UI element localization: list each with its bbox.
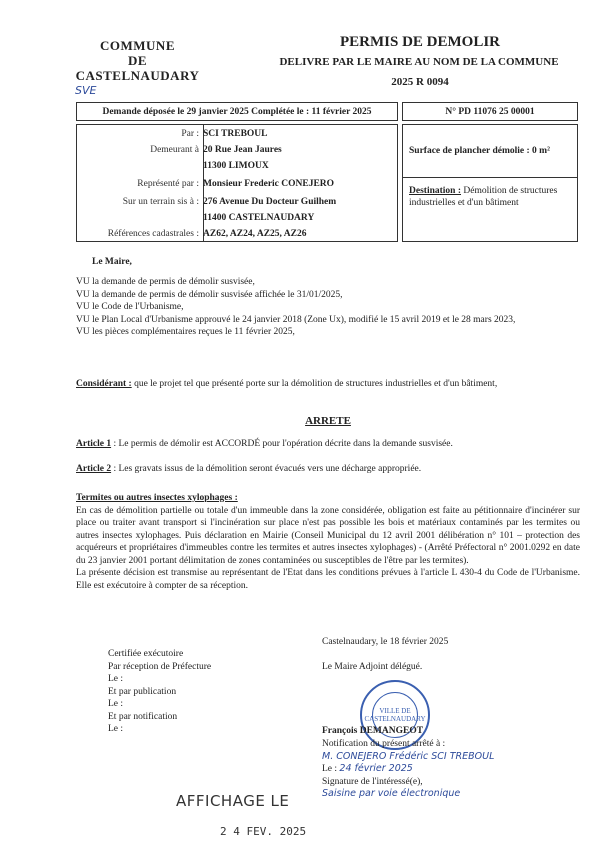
notification-label: Notification du présent arrêté à : [322,739,446,749]
info-value: SCI TREBOUL [203,129,268,139]
article-2 [76,463,580,476]
commune-line-1: COMMUNE [100,38,175,53]
signature-handwritten: Saisine par voie électronique [322,788,461,799]
notification-date-handwritten: 24 février 2025 [339,763,413,774]
applicant-info-box [76,124,398,242]
article-2-text: : Les gravats issus de la démolition seront évacués vers une décharge appropriée. [111,464,422,474]
stamp-text: VILLE DE CASTELNAUDARY [372,692,418,738]
le-notification: Le : [108,724,124,734]
execution-block [108,648,211,736]
info-value: 11400 CASTELNAUDARY [203,213,315,223]
article-1-label: Article 1 [76,439,112,449]
article-2-label: Article 2 [76,464,112,474]
considerant-label: Considérant : [76,379,132,389]
considerant-text: que le projet tel que présenté porte sur la démolition de structures industrielles et d'un bâtiment, [131,379,498,389]
termites-text: En cas de démolition partielle ou totale d'un immeuble dans la zone considérée, obligation est faite au pétitionnaire d'incinérer sur place ou traiter avant transport si l'incinération sur place n'est pas possible les bois et matériaux contaminés par les termites ou autres insectes xylophages. Puis déclaration en Mairie (Conseil Municipal du 12 avril 2001 délibération n° 101 – protection des acquéreurs et propriétaires d'immeubles contre les termites et autres insectes xylophages) - (Arrêté Préfectoral n° 2001.0292 en date du 23 janvier 2001 portant délimitation de zones contaminées ou susceptibles de l'être par les termites). [76,505,580,566]
vu-item: VU la demande de permis de démolir susvisée, [76,277,255,287]
affichage-stamp: AFFICHAGE LE [176,792,290,810]
vu-list [76,276,580,339]
info-label: Références cadastrales : [107,229,199,239]
info-row [77,143,397,157]
signer-name: François DEMANGEOT [322,726,424,736]
signature-interesse: Signature de l'intéressé(e), [322,776,423,787]
sve-annotation: SVE [75,84,97,97]
permit-number: N° PD 11076 25 00001 [402,102,578,121]
info-row [77,127,397,141]
notification-handwritten: M. CONEJERO Frédéric SCI TREBOUL [322,750,495,762]
document-subtitle: DELIVRE PAR LE MAIRE AU NOM DE LA COMMUNE [279,56,559,68]
info-value: Monsieur Frederic CONEJERO [203,179,335,189]
permit-details-box [402,124,578,242]
info-row [77,177,397,191]
maire-adjoint: Le Maire Adjoint délégué. [322,662,423,672]
notification-block [322,738,494,801]
info-row [77,159,397,173]
par-reception: Par réception de Préfecture [108,661,212,672]
maire-heading: Le Maire, [92,257,132,267]
info-label: Sur un terrain sis à : [122,197,199,207]
considerant [76,378,580,391]
info-value: 11300 LIMOUX [203,161,269,171]
vu-item: VU les pièces complémentaires reçues le 11 février 2025, [76,327,295,337]
surface-demolie: Surface de plancher démolie : 0 m² [409,146,550,156]
notification-date [322,763,494,776]
place-date: Castelnaudary, le 18 février 2025 [322,637,449,647]
box-divider [403,177,577,178]
affichage-date: 2 4 FEV. 2025 [220,825,307,838]
commune-name [70,38,205,83]
destination-label: Destination : [409,186,461,196]
vu-item: VU le Code de l'Urbanisme, [76,302,184,312]
info-row [77,195,397,209]
le-publication: Le : [108,699,124,709]
info-value: 20 Rue Jean Jaures [203,145,282,155]
termites-section [76,492,580,592]
info-label: Demeurant à [150,145,199,155]
document-title: PERMIS DE DEMOLIR [339,34,500,50]
article-1 [76,438,580,451]
vu-item: VU la demande de permis de démolir susvisée affichée le 31/01/2025, [76,289,343,300]
info-value: 276 Avenue Du Docteur Guilhem [203,197,337,207]
article-1-text: : Le permis de démolir est ACCORDÉ pour l'opération décrite dans la demande susvisée. [111,439,453,449]
commune-line-2: DE [127,53,148,68]
document-reference: 2025 R 0094 [391,76,449,88]
par-publication: Et par publication [108,686,177,697]
vu-item: VU le Plan Local d'Urbanisme approuvé le 24 janvier 2018 (Zone Ux), modifié le 15 avril 2019 et le 28 mars 2023, [76,314,516,325]
destination [409,185,575,209]
transmission-text: La présente décision est transmise au représentant de l'Etat dans les conditions prévues à l'article L 430-4 du Code de l'Urbanisme. Elle est exécutoire à compter de sa réception. [76,568,580,591]
info-label: Représenté par : [137,179,199,189]
commune-line-3: CASTELNAUDARY [75,68,200,83]
par-notification: Et par notification [108,711,178,722]
demande-dates: Demande déposée le 29 janvier 2025 Complétée le : 11 février 2025 [76,102,398,121]
destination-value: Démolition de structures industrielles et d'un bâtiment [409,186,558,208]
info-value: AZ62, AZ24, AZ25, AZ26 [203,229,307,239]
info-row [77,211,397,225]
le-label: Le : [322,764,338,774]
certifie: Certifiée exécutoire [108,649,184,659]
info-row [77,227,397,241]
termites-title: Termites ou autres insectes xylophages : [76,493,238,503]
arrete-heading: ARRETE [305,415,351,427]
le-reception: Le : [108,674,124,684]
info-label: Par : [181,129,199,139]
